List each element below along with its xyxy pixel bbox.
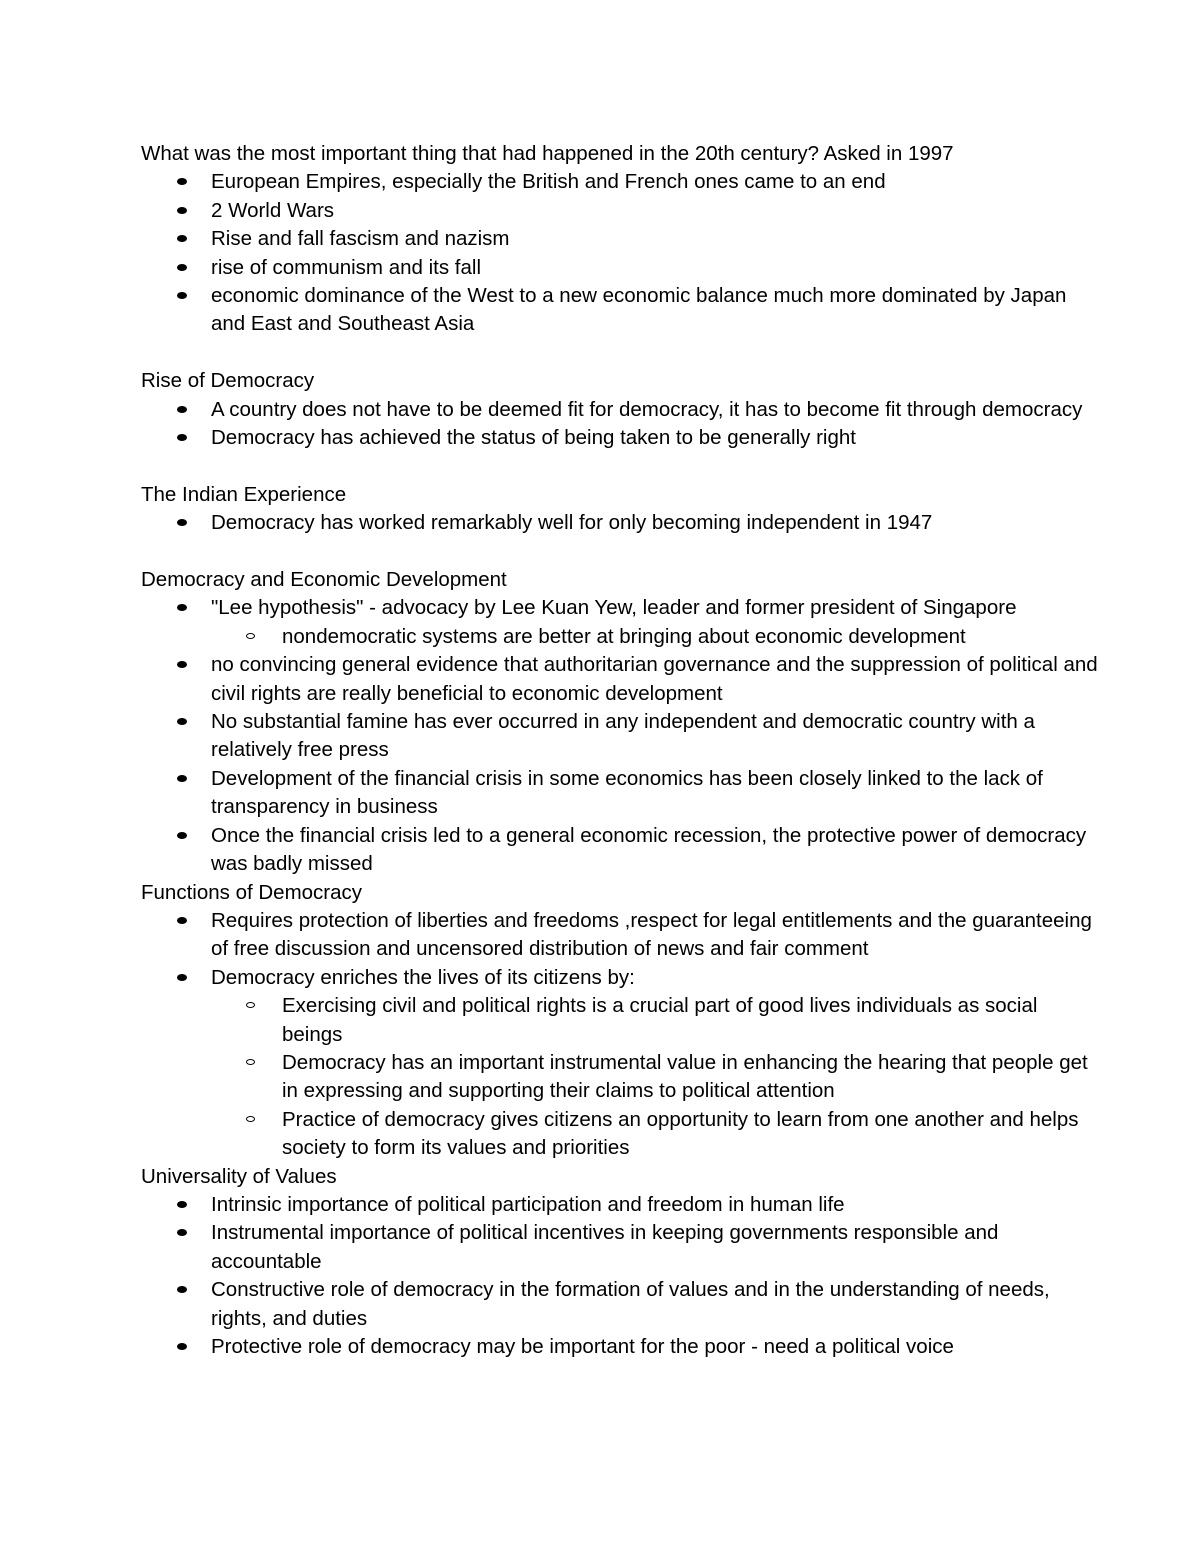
hollow-bullet-icon: [246, 1116, 255, 1122]
list-item-text: Once the financial crisis led to a general economic recession, the protective power of democracy was badly missed: [211, 823, 1087, 876]
section: [141, 367, 1101, 481]
sub-bullet-list: [211, 623, 1101, 651]
blank-line: [141, 339, 1101, 367]
section-heading: Functions of Democracy: [141, 880, 363, 904]
list-item: [141, 651, 1101, 708]
section: [141, 566, 1101, 878]
list-item-text: No substantial famine has ever occurred in any independent and democratic country with a relatively free press: [211, 710, 1035, 762]
filled-bullet-icon: [177, 406, 187, 413]
blank-line: [141, 538, 1101, 566]
filled-bullet-icon: [177, 718, 187, 725]
sub-list-item-text: Practice of democracy gives citizens an opportunity to learn from one another and helps society to form its values and priorities: [282, 1107, 1079, 1160]
filled-bullet-icon: [177, 178, 187, 185]
list-item: [141, 1191, 1101, 1219]
sub-list-item-text: Exercising civil and political rights is a crucial part of good lives individuals as social beings: [282, 994, 1038, 1046]
sub-list-item: [211, 1106, 1101, 1163]
bullet-list: [141, 509, 1101, 537]
section: [141, 879, 1101, 1163]
list-item: [141, 594, 1101, 651]
filled-bullet-icon: [177, 235, 187, 242]
section-heading: The Indian Experience: [141, 482, 347, 506]
filled-bullet-icon: [177, 1286, 187, 1293]
bullet-list: [141, 594, 1101, 878]
filled-bullet-icon: [177, 434, 187, 441]
filled-bullet-icon: [177, 292, 187, 299]
filled-bullet-icon: [177, 917, 187, 924]
hollow-bullet-icon: [246, 1059, 255, 1065]
list-item-text: Constructive role of democracy in the formation of values and in the understanding of needs, rights, and duties: [211, 1278, 1050, 1330]
list-item: [141, 509, 1101, 537]
sub-bullet-list: [211, 992, 1101, 1162]
list-item: [141, 424, 1101, 452]
blank-line: [141, 452, 1101, 480]
list-item-text: Instrumental importance of political incentives in keeping governments responsible and accountable: [211, 1221, 999, 1273]
list-item: [141, 964, 1101, 1163]
list-item-text: Democracy has worked remarkably well for only becoming independent in 1947: [211, 511, 933, 535]
list-item-text: Development of the financial crisis in some economics has been closely linked to the lack of transparency in business: [211, 766, 1043, 819]
list-item: [141, 396, 1101, 424]
filled-bullet-icon: [177, 1343, 187, 1350]
list-item-text: Requires protection of liberties and freedoms ,respect for legal entitlements and the guaranteeing of free discussion and uncensored distribution of news and fair comment: [211, 908, 1092, 961]
list-item: [141, 225, 1101, 253]
list-item: [141, 254, 1101, 282]
list-item-text: Protective role of democracy may be important for the poor - need a political voice: [211, 1335, 954, 1359]
bullet-list: [141, 168, 1101, 338]
filled-bullet-icon: [177, 775, 187, 782]
list-item: [141, 1219, 1101, 1276]
section: [141, 1163, 1101, 1362]
list-item-text: A country does not have to be deemed fit for democracy, it has to become fit through democracy: [211, 397, 1083, 421]
bullet-list: [141, 907, 1101, 1163]
sub-list-item: [211, 1049, 1101, 1106]
sub-list-item: [211, 623, 1101, 651]
list-item: [141, 765, 1101, 822]
document-body: [141, 140, 1101, 1361]
list-item: [141, 282, 1101, 339]
sub-list-item-text: Democracy has an important instrumental value in enhancing the hearing that people get in expressing and supporting their claims to political attention: [282, 1050, 1088, 1103]
list-item-text: no convincing general evidence that authoritarian governance and the suppression of political and civil rights are really beneficial to economic development: [211, 653, 1098, 705]
list-item: [141, 708, 1101, 765]
list-item-text: European Empires, especially the British and French ones came to an end: [211, 170, 886, 194]
hollow-bullet-icon: [246, 1002, 255, 1008]
filled-bullet-icon: [177, 1229, 187, 1236]
filled-bullet-icon: [177, 832, 187, 839]
filled-bullet-icon: [177, 264, 187, 271]
list-item: [141, 907, 1101, 964]
list-item-text: Intrinsic importance of political participation and freedom in human life: [211, 1192, 845, 1216]
section: [141, 481, 1101, 566]
list-item: [141, 822, 1101, 879]
list-item-text: Democracy enriches the lives of its citizens by:: [211, 965, 635, 989]
filled-bullet-icon: [177, 207, 187, 214]
sub-list-item: [211, 992, 1101, 1049]
filled-bullet-icon: [177, 604, 187, 611]
list-item: [141, 1333, 1101, 1361]
list-item-text: "Lee hypothesis" - advocacy by Lee Kuan Yew, leader and former president of Singapore: [211, 596, 1017, 620]
hollow-bullet-icon: [246, 633, 255, 639]
filled-bullet-icon: [177, 974, 187, 981]
list-item-text: Rise and fall fascism and nazism: [211, 227, 510, 251]
list-item-text: rise of communism and its fall: [211, 255, 482, 279]
section-heading: Rise of Democracy: [141, 369, 315, 393]
filled-bullet-icon: [177, 661, 187, 668]
sub-list-item-text: nondemocratic systems are better at bringing about economic development: [282, 624, 966, 648]
filled-bullet-icon: [177, 1201, 187, 1208]
bullet-list: [141, 1191, 1101, 1361]
list-item: [141, 168, 1101, 196]
list-item-text: Democracy has achieved the status of being taken to be generally right: [211, 426, 856, 450]
list-item: [141, 197, 1101, 225]
filled-bullet-icon: [177, 519, 187, 526]
list-item: [141, 1276, 1101, 1333]
section-heading: Universality of Values: [141, 1164, 337, 1188]
section-heading: Democracy and Economic Development: [141, 568, 507, 592]
bullet-list: [141, 396, 1101, 453]
section-heading: What was the most important thing that had happened in the 20th century? Asked in 1997: [141, 142, 954, 165]
list-item-text: economic dominance of the West to a new economic balance much more dominated by Japan and East and Southeast Asia: [211, 284, 1067, 336]
section: [141, 140, 1101, 367]
list-item-text: 2 World Wars: [211, 198, 335, 222]
